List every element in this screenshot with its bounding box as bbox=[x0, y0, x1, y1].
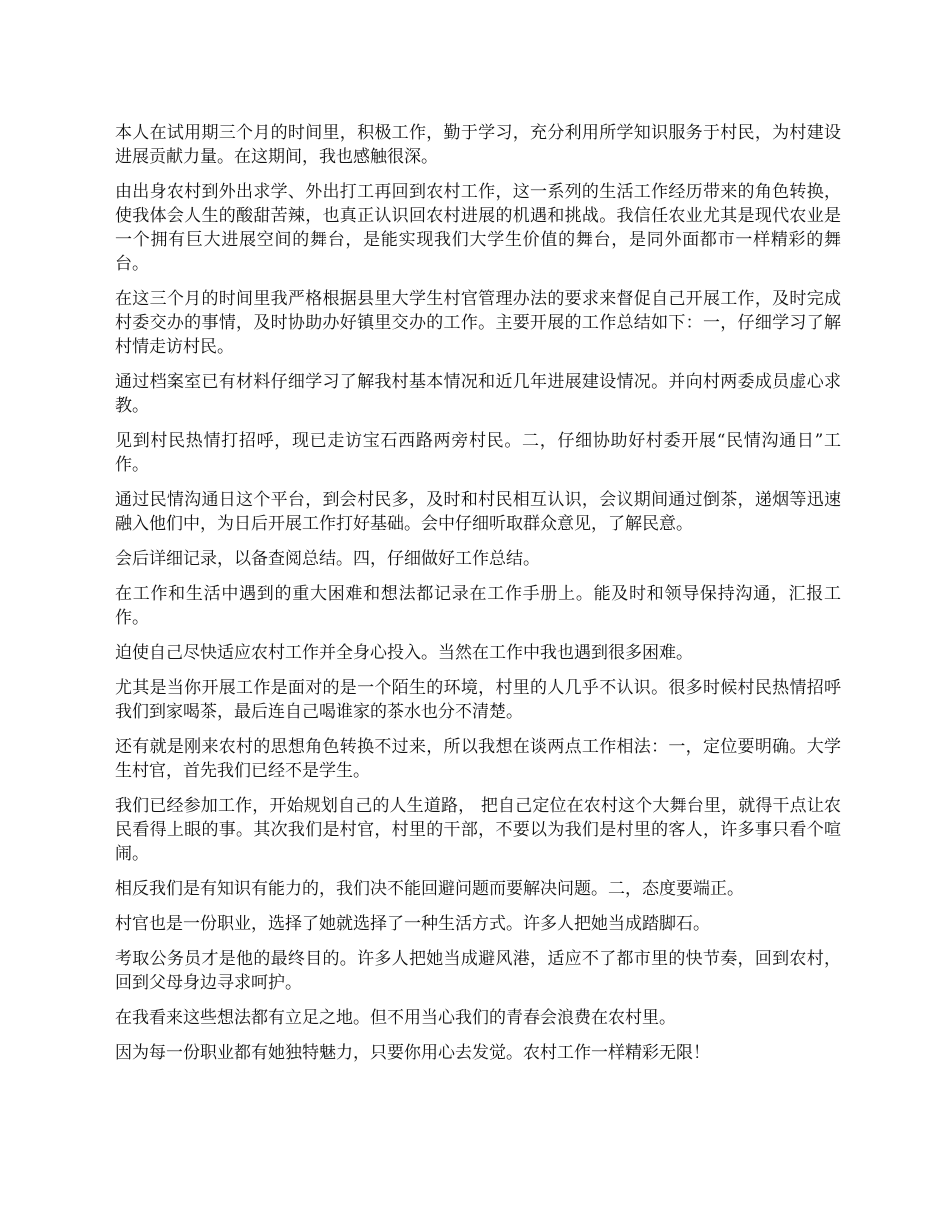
paragraph-14: 村官也是一份职业，选择了她就选择了一种生活方式。许多人把她当成踏脚石。 bbox=[115, 914, 710, 934]
paragraph-6: 通过民情沟通日这个平台，到会村民多，及时和村民相互认识，会议期间通过倒茶，递烟等迅速融入他们中，为日后开展工作打好基础。会中仔细听取群众意见，了解民意。 bbox=[115, 490, 841, 534]
paragraph-2: 由出身农村到外出求学、外出打工再回到农村工作，这一系列的生活工作经历带来的角色转换，使我体会人生的酸甜苦辣，也真正认识回农村进展的机遇和挑战。我信任农业尤其是现代农业是一个拥有巨大进展空间的舞台，是能实现我们大学生价值的舞台，是同外面都市一样精彩的舞台。 bbox=[115, 182, 841, 274]
paragraph-1: 本人在试用期三个月的时间里，积极工作，勤于学习，充分利用所学知识服务于村民，为村建设进展贡献力量。在这期间，我也感触很深。 bbox=[115, 123, 841, 167]
paragraph-17: 因为每一份职业都有她独特魅力，只要你用心去发觉。农村工作一样精彩无限！ bbox=[115, 1043, 710, 1063]
paragraph-8: 在工作和生活中遇到的重大困难和想法都记录在工作手册上。能及时和领导保持沟通，汇报工作。 bbox=[115, 584, 841, 628]
paragraph-13: 相反我们是有知识有能力的，我们决不能回避问题而要解决问题。二，态度要端正。 bbox=[115, 879, 744, 899]
paragraph-9: 迫使自己尽快适应农村工作并全身心投入。当然在工作中我也遇到很多困难。 bbox=[115, 643, 693, 663]
paragraph-16: 在我看来这些想法都有立足之地。但不用当心我们的青春会浪费在农村里。 bbox=[115, 1008, 676, 1028]
paragraph-5: 见到村民热情打招呼，现已走访宝石西路两旁村民。二，仔细协助好村委开展“民情沟通日”工作。 bbox=[115, 431, 841, 475]
paragraph-15: 考取公务员才是他的最终目的。许多人把她当成避风港，适应不了都市里的快节奏，回到农村，回到父母身边寻求呵护。 bbox=[115, 949, 841, 993]
paragraph-7: 会后详细记录，以备查阅总结。四，仔细做好工作总结。 bbox=[115, 549, 540, 569]
paragraph-10: 尤其是当你开展工作是面对的是一个陌生的环境，村里的人几乎不认识。很多时候村民热情招呼我们到家喝茶，最后连自己喝谁家的茶水也分不清楚。 bbox=[115, 678, 841, 722]
document-body bbox=[115, 121, 841, 1076]
paragraph-12: 我们已经参加工作，开始规划自己的人生道路， 把自己定位在农村这个大舞台里，就得干点让农民看得上眼的事。其次我们是村官，村里的干部，不要以为我们是村里的客人，许多事只看个喧闹。 bbox=[115, 796, 841, 864]
paragraph-4: 通过档案室已有材料仔细学习了解我村基本情况和近几年进展建设情况。并向村两委成员虚心求教。 bbox=[115, 372, 841, 416]
paragraph-3: 在这三个月的时间里我严格根据县里大学生村官管理办法的要求来督促自己开展工作，及时完成村委交办的事情，及时协助办好镇里交办的工作。主要开展的工作总结如下：一，仔细学习了解村情走访村民。 bbox=[115, 289, 841, 357]
paragraph-11: 还有就是刚来农村的思想角色转换不过来，所以我想在谈两点工作相法：一，定位要明确。大学生村官，首先我们已经不是学生。 bbox=[115, 737, 841, 781]
